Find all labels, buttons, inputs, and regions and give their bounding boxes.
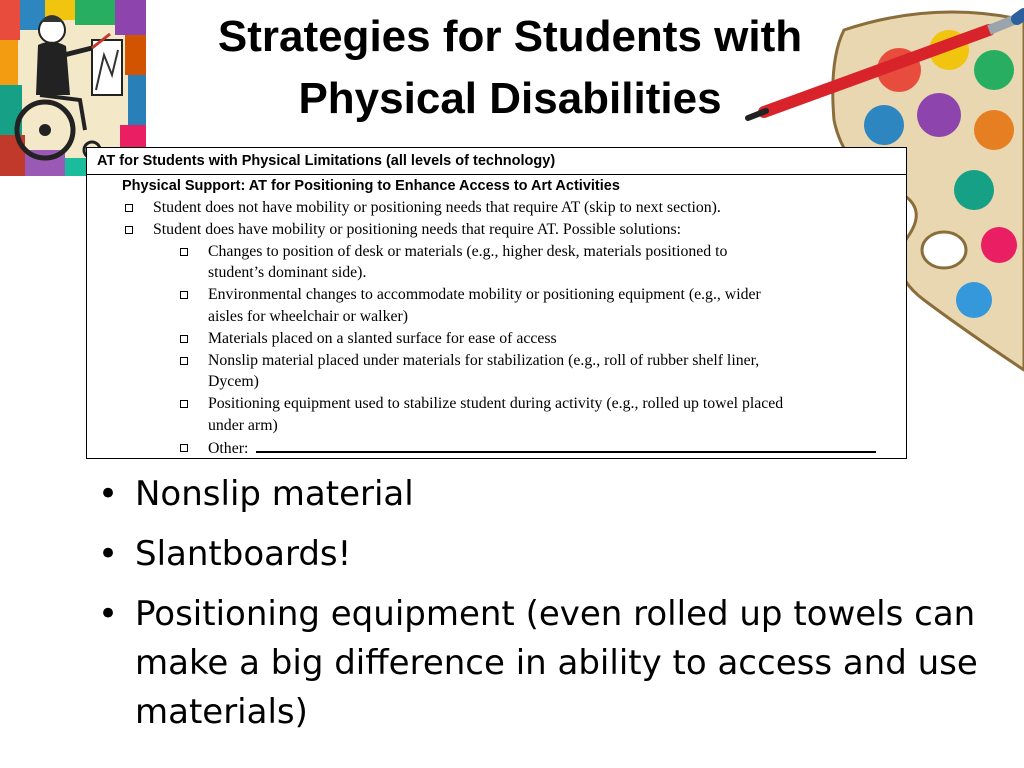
checkbox-icon [180,400,188,408]
checklist-item [87,393,906,437]
checklist-item-line: Student does have mobility or positioning needs that require AT. Possible solutions: [153,220,681,238]
title-line-1: Strategies for Students with [217,12,803,61]
checklist-item-line: Positioning equipment used to stabilize student during activity (e.g., rolled up towel placed [208,395,784,413]
bullet-item: • Positioning equipment (even rolled up towels can make a big difference in ability to access and use materials) [98,590,978,737]
checklist-item-line: Dycem) [208,373,259,391]
checklist-item-line: Student does not have mobility or positioning needs that require AT (skip to next section). [153,199,721,216]
checklist-item-line: Nonslip material placed under materials for stabilization (e.g., roll of rubber shelf liner, [208,351,760,369]
document-subheading: Physical Support: AT for Positioning to Enhance Access to Art Activities [122,178,620,194]
bullet-item: • Nonslip material [98,470,978,519]
checklist-item-line: Materials placed on a slanted surface for ease of access [208,329,557,347]
checkbox-icon [180,291,188,299]
checkbox-icon [180,444,188,452]
checklist-item [87,328,906,350]
checklist-item [87,241,906,285]
checklist-item-line: under arm) [208,416,278,434]
checkbox-icon [180,335,188,343]
document-header: AT for Students with Physical Limitations (all levels of technology) [87,148,906,175]
checklist-item [87,284,906,328]
checklist-item-line: Changes to position of desk or materials (e.g., higher desk, materials positioned to [208,242,728,260]
checklist-item-line: student’s dominant side). [208,264,367,282]
document-body [87,175,906,460]
checkbox-icon [125,204,133,212]
fill-in-line [256,437,876,453]
embedded-document [86,147,907,459]
other-label: Other: [208,439,249,457]
checklist-item-line: aisles for wheelchair or walker) [208,307,408,325]
checkbox-icon [180,357,188,365]
checklist-item-other [87,437,906,460]
checklist [87,197,906,460]
checklist-item [87,219,906,241]
bullet-item: • Slantboards! [98,530,978,579]
page-title [150,6,870,130]
checkbox-icon [125,226,133,234]
title-line-2: Physical Disabilities [298,74,722,123]
checklist-item-line: Environmental changes to accommodate mobility or positioning equipment (e.g., wider [208,286,761,304]
checkbox-icon [180,248,188,256]
checklist-item [87,197,906,219]
bullet-list [98,470,978,748]
checklist-item [87,350,906,394]
checklist-item-line [208,437,906,460]
